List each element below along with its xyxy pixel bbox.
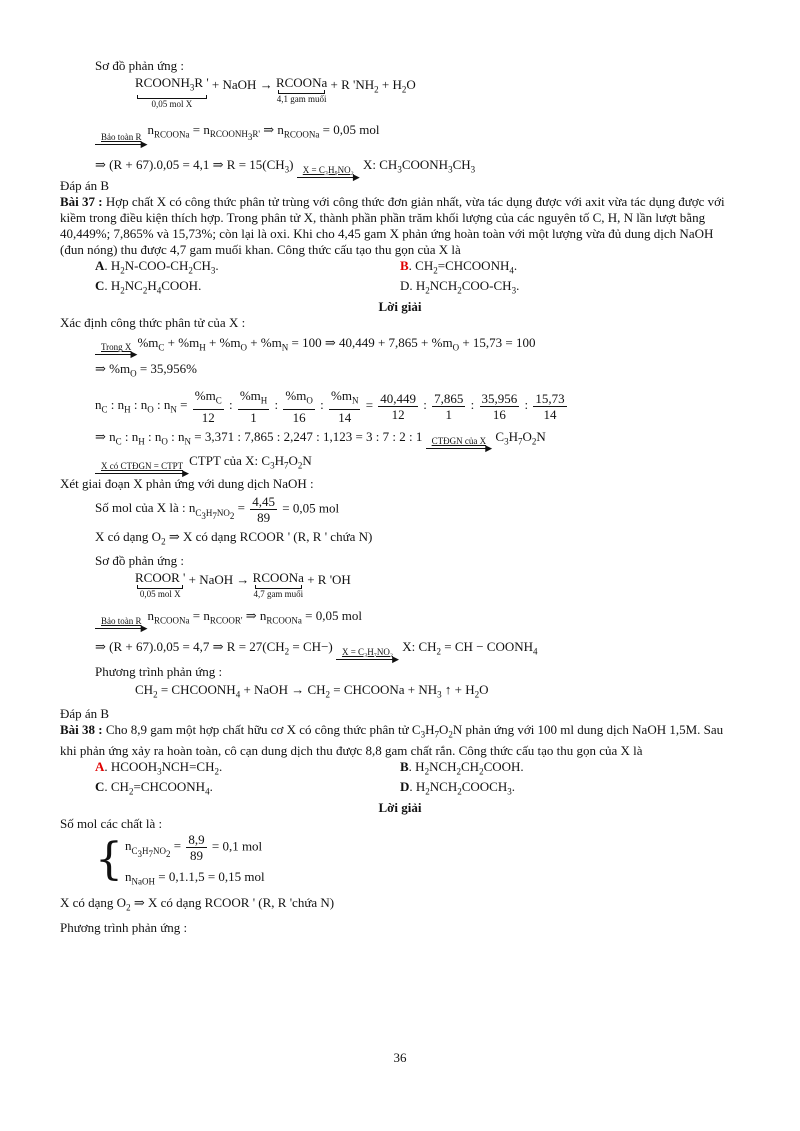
ratio-result-line: ⇒ $n_C$ : $n_H$ : $n_O$ : $n_N = 3,371$ : 7,865 : 2,247 : 1,123 = 3 : 7 : 2 : 1 CTĐGN của X ▶ $C_3H_7O_2N$ — [95, 428, 546, 454]
moles-x-line: Số mol của X là : $n_{C_3H_7NO_2}$ = $\frac{4,45}{89}$ = 0,05 mol — [95, 493, 340, 525]
fraction: $\frac{35,956}{16}$ — [481, 390, 518, 422]
fraction: $\frac{15,73}{14}$ — [535, 390, 565, 422]
answer-1: Đáp án B — [60, 177, 110, 193]
option-38-c: C. $CH_2=CHCOONH_4$. — [95, 779, 213, 797]
labeled-arrow: X = C₃H₉NO₂ ▶ — [297, 165, 360, 178]
fraction: $\frac{\%m_C}{12}$ — [194, 387, 222, 425]
labeled-arrow: Bảo toàn R ▶ — [95, 132, 148, 145]
document-page — [60, 58, 740, 936]
moles-intro: Số mol các chất là : — [60, 815, 163, 831]
underbrace-product: RCOONa 4,7 gam muối — [252, 570, 304, 600]
reaction-scheme-2: RCOOR ' 0,05 mol X + NaOH → RCOONa 4,7 gam muối + R 'OH — [135, 570, 351, 600]
labeled-arrow: X = C₃H₇NO₂ ▶ — [336, 647, 399, 660]
underbrace-reactant: RCOOR ' 0,05 mol X — [135, 570, 186, 600]
option-37-d: D. $H_2NCH_2COO-CH_3$. — [400, 278, 520, 296]
brace-symbol: { — [95, 833, 123, 885]
moles-x: $n_{C_3H_7NO_2}$ = $\frac{8,9}{89}$ = 0,1 mol — [125, 831, 263, 863]
fraction: $\frac{\%m_N}{14}$ — [330, 387, 359, 425]
labeled-arrow: X có CTĐGN = CTPT ▶ — [95, 461, 189, 474]
question-37: Bài 37 : Hợp chất X có công thức phân tử trùng với công thức đơn giản nhất, vừa tác dụng được với axit vừa tác dụng được với kiềm trong điều kiện thích hợp. Trong phân tử X, thành phần phần trăm khối lượng của các nguyên tố C, H, N lần lượt bằng 40,449%; 7,865% và 15,73%; còn lại là oxi. Khi cho 4,45 gam X phản ứng hoàn toàn với một lượng vừa đủ dung dịch NaOH (đun nóng) thu được 4,7 gam muối khan. Công thức cấu tạo thu gọn của X là — [60, 193, 725, 257]
moles-naoh: $n_{NaOH} = 0,1.1,5 = 0,15$ mol — [125, 868, 265, 887]
fraction: $\frac{7,865}{1}$ — [434, 390, 464, 422]
conservation-line-1: Bảo toàn R ▶ $n_{RCOONa} = n_{RCOONH_3R'}$ ⇒ $n_{RCOONa} = 0,05$ mol — [60, 122, 740, 145]
naoh-intro: Xét giai đoạn X phản ứng với dung dịch NaOH : — [60, 475, 314, 491]
scheme-title: Sơ đồ phản ứng : — [95, 58, 185, 73]
form-line-37: X có dạng $O_2$ ⇒ X có dạng RCOOR ' (R, R ' chứa N) — [95, 528, 373, 547]
equation-37: $CH_2$ = $CHCOONH_4$ + NaOH → $CH_2$ = CHCOONa + $NH_3$ ↑ + $H_2O$ — [135, 681, 489, 700]
result-line-1: ⇒ (R + 67).0,05 = 4,1 ⇒ $R = 15(CH_3)$ X = C₃H₉NO₂ ▶ X: $CH_3COONH_3CH_3$ — [95, 156, 476, 182]
reaction-scheme-1: $RCOONH_3R$ ' 0,05 mol X + NaOH → RCOONa 4,1 gam muối + R '$NH_2 + H_2O$ — [135, 75, 416, 109]
option-38-a: A. $HCOOH_3NCH=CH_2$. — [95, 758, 223, 777]
scheme-title-2: Sơ đồ phản ứng : — [95, 553, 185, 569]
ctpt-line: X có CTĐGN = CTPT ▶ CTPT của X: $C_3H_7O_2N$ — [60, 453, 740, 474]
options-row-38-2 — [60, 779, 740, 800]
labeled-arrow: Trong X ▶ — [95, 342, 137, 355]
option-37-b: B. $CH_2=CHCOONH_4$. — [400, 257, 518, 276]
fraction: $\frac{\%m_H}{1}$ — [239, 387, 268, 425]
underbrace-reactant: $RCOONH_3R$ ' 0,05 mol X — [135, 75, 209, 109]
underbrace-product: RCOONa 4,1 gam muối — [275, 75, 328, 104]
labeled-arrow: CTĐGN của X ▶ — [426, 436, 493, 449]
options-row-38-1 — [60, 759, 740, 780]
option-37-a: A. $H_2N-COO-CH_2CH_3$. — [95, 257, 219, 276]
labeled-arrow: Bảo toàn R ▶ — [95, 616, 148, 629]
solution-title-38: Lời giải — [378, 799, 422, 815]
formula-intro: Xác định công thức phân tử của X : — [60, 314, 246, 330]
answer-2: Đáp án B — [60, 706, 110, 722]
page-number: 36 — [393, 1050, 407, 1065]
option-38-b: B. $H_2NCH_2CH_2COOH$. — [400, 758, 524, 777]
mole-ratio-line: $n_C$ : $n_H$ : $n_O$ : $n_N$ = $\frac{\%m_C}{12}$ : $\frac{\%m_H}{1}$ : $\frac{\%m_O}{16}$ : $\frac{\%m_N}{14}$ = $\frac{40,449}{12}$ : $\frac{7,865}{1}$ : $\frac{35,956}{16}$ : $\frac{15,73}{14}$ — [95, 387, 565, 425]
option-38-d: D. $H_2NCH_2COOCH_3$. — [400, 779, 515, 797]
mass-sum-line: Trong X ▶ $\%m_C + \%m_H + \%m_O + \%m_N = 100$ ⇒ $40,449 + 7,865 + \%m_O + 15,73 = 100$ — [60, 335, 740, 356]
options-row-37-1 — [60, 258, 740, 279]
equation-title-37: Phương trình phản ứng : — [95, 663, 223, 679]
conservation-line-2: Bảo toàn R ▶ $n_{RCOONa} = n_{RCOOR'}$ ⇒ $n_{RCOONa} = 0,05$ mol — [60, 608, 740, 629]
oxygen-percent-line: ⇒ $\%m_O = 35,956\%$ — [95, 361, 198, 379]
question-38: Bài 38 : Cho 8,9 gam một hợp chất hữu cơ X có công thức phân tử $C_3H_7O_2N$ phản ứng với 100 ml dung dịch NaOH 1,5M. Sau khi phản ứng xảy ra hoàn toàn, cô cạn dung dịch thu được 8,8 gam chất rắn. Công thức cấu tạo thu gọn của X là — [60, 722, 724, 758]
fraction: $\frac{40,449}{12}$ — [380, 390, 417, 422]
options-row-37-2 — [60, 278, 740, 299]
form-line-38: X có dạng $O_2$ ⇒ X có dạng RCOOR ' (R, R 'chứa N) — [60, 895, 335, 914]
equation-title-38: Phương trình phản ứng : — [60, 920, 188, 936]
fraction: $\frac{\%m_O}{16}$ — [285, 387, 313, 425]
option-37-c: C. $H_2NC_2H_4COOH$. — [95, 278, 202, 296]
result-line-2: ⇒ (R + 67).0,05 = 4,7 ⇒ $R = 27(CH_2 = CH-)$ X = C₃H₇NO₂ ▶ X: $CH_2$ = CH − $COONH_4$ — [95, 638, 538, 664]
solution-title-37: Lời giải — [378, 298, 422, 314]
moles-system — [60, 832, 740, 890]
